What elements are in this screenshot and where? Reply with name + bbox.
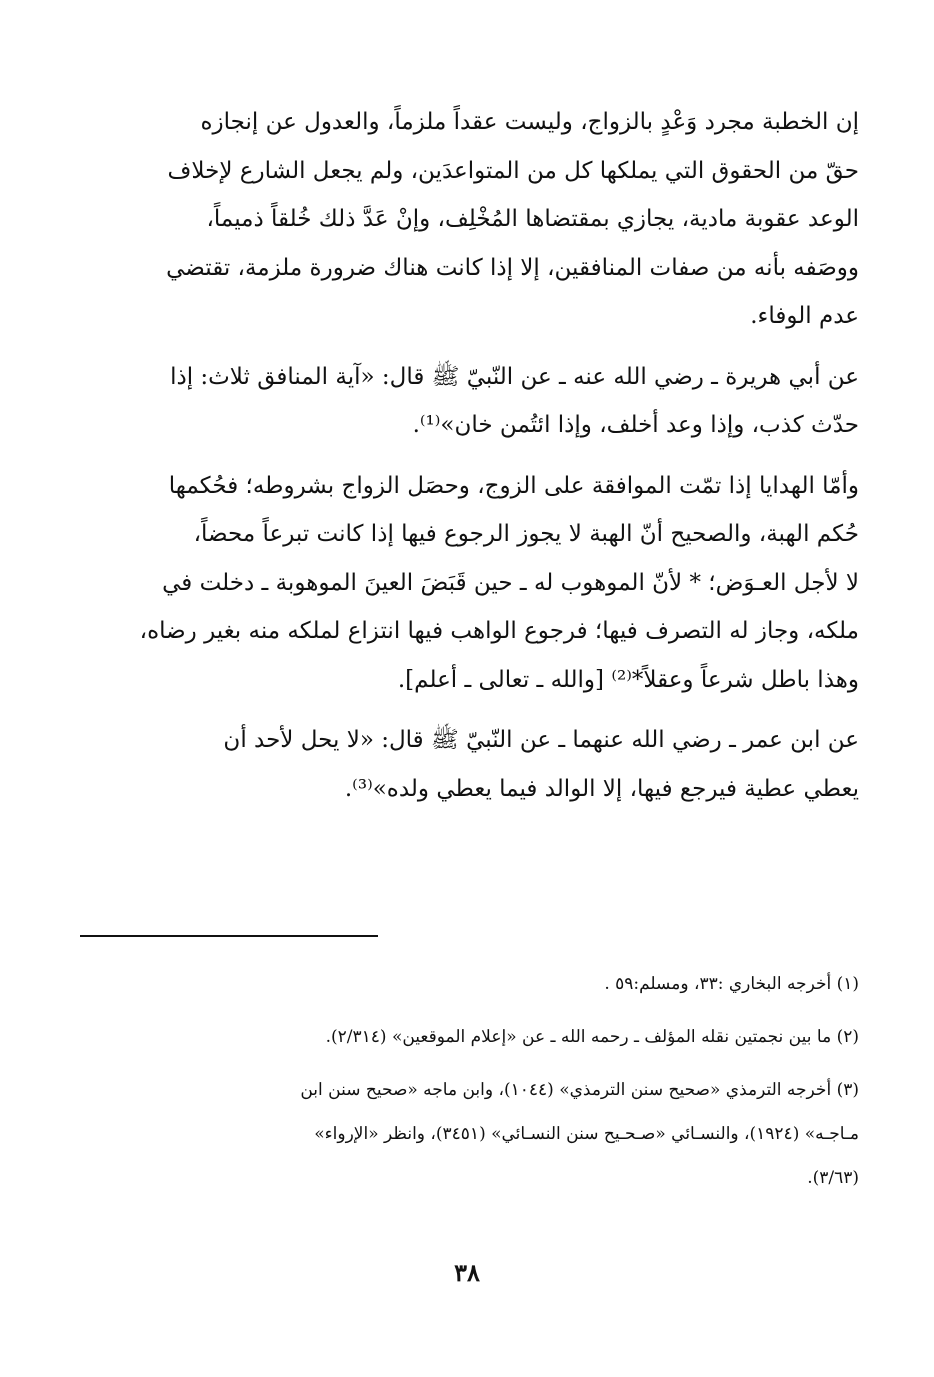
footnote-2 (85, 1015, 859, 1059)
text-line: إن الخطبة مجرد وَعْدٍ بالزواج، وليست عقداً ملزماً، والعدول عن إنجازه (200, 109, 859, 135)
text-line: وأمّا الهدايا إذا تمّت الموافقة على الزوج، وحصَل الزواج بشروطه؛ فحُكمها (168, 472, 859, 499)
footnote-3 (85, 1068, 859, 1200)
text-line: الوعد عقوبة مادية، يجازي بمقتضاها المُخْلِف، وإنْ عَدَّ ذلك خُلقاً ذميماً، (206, 206, 859, 232)
text-line: ووصَفه بأنه من صفات المنافقين، إلا إذا كانت هناك ضرورة ملزمة، تقتضي (166, 254, 859, 281)
main-text (98, 98, 859, 825)
text-line: عن ابن عمر ـ رضي الله عنهما ـ عن النّبيّ ﷺ قال: «لا يحل لأحد أن (223, 727, 859, 753)
paragraph-engagement-promise (98, 98, 859, 341)
footnote-line: مـاجـه» (١٩٢٤)، والنسـائي «صـحـيح سنن النسـائي» (٣٤٥١)، وانظر «الإرواء» (314, 1124, 859, 1144)
text-line: يعطي عطية فيرجع فيها، إلا الوالد فيما يعطي ولده»⁽³⁾. (344, 775, 859, 802)
text-line: ملكه، وجاز له التصرف فيها؛ فرجوع الواهب فيها انتزاع لملكه منه بغير رضاه، (139, 618, 859, 644)
text-line: حقّ من الحقوق التي يملكها كل من المتواعدَين، ولم يجعل الشارع لإخلاف (167, 157, 859, 184)
footnote-line: (٣/٦٣). (807, 1168, 859, 1188)
text-line: حدّث كذب، وإذا وعد أخلف، وإذا ائتُمن خان»⁽¹⁾. (412, 412, 859, 438)
footnote-line: (٣) أخرجه الترمذي «صحيح سنن الترمذي» (١٠٤٤)، وابن ماجه «صحيح سنن ابن (300, 1080, 859, 1100)
footnote-divider (80, 935, 378, 937)
footnotes (85, 962, 859, 1209)
footnote-line: (٢) ما بين نجمتين نقله المؤلف ـ رحمه الله ـ عن «إعلام الموقعين» (٢/٣١٤). (325, 1027, 859, 1047)
paragraph-gifts (98, 462, 859, 705)
text-line: لا لأجل العـوَض؛ * لأنّ الموهوب له ـ حين قَبَضَ العينَ الموهوبة ـ دخلت في (162, 569, 859, 596)
paragraph-hadith-gift (98, 716, 859, 813)
page-number: ٣٨ (454, 1258, 480, 1287)
text-line: عن أبي هريرة ـ رضي الله عنه ـ عن النّبيّ ﷺ قال: «آية المنافق ثلاث: إذا (170, 363, 859, 390)
footnote-1 (85, 962, 859, 1006)
paragraph-hadith-hypocrite (98, 353, 859, 450)
text-line: وهذا باطل شرعاً وعقلاً*⁽²⁾ [والله ـ تعالى ـ أعلم]. (397, 666, 859, 693)
footnote-line: (١) أخرجه البخاري :٣٣، ومسلم:٥٩ . (604, 974, 859, 994)
text-line: حُكم الهبة، والصحيح أنّ الهبة لا يجوز الرجوع فيها إذا كانت تبرعاً محضاً، (193, 521, 859, 547)
text-line: عدم الوفاء. (750, 303, 859, 329)
